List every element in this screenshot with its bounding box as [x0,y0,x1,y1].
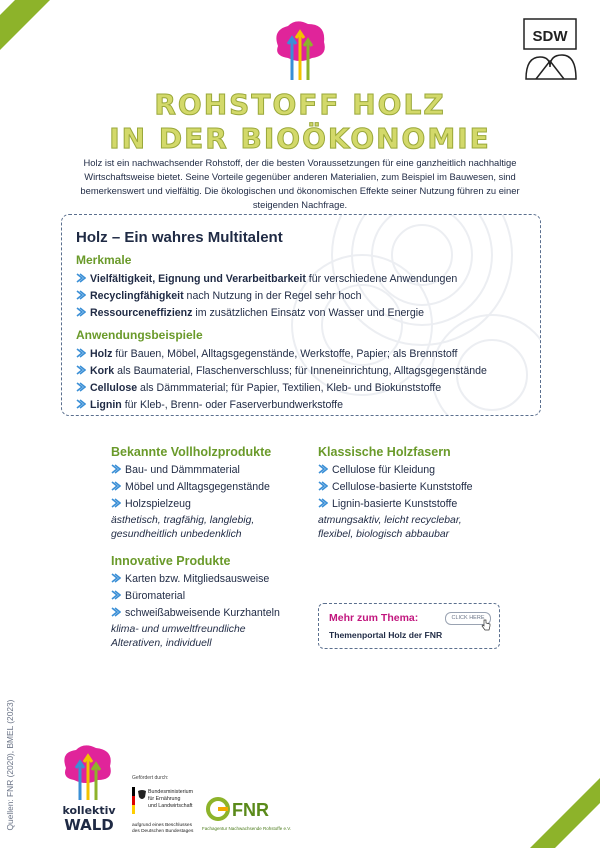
holzfasern-item: Lignin-basierte Kunststoffe [318,498,457,510]
merkmal-item: Recyclingfähigkeit nach Nutzung in der Regel sehr hoch [76,290,361,302]
arrow-icon [111,607,121,617]
vollholz-heading: Bekannte Vollholzprodukte [111,445,272,459]
arrow-icon [76,290,86,300]
arrow-icon [111,464,121,474]
holzfasern-item: Cellulose-basierte Kunststoffe [318,481,473,493]
arrow-icon [76,307,86,317]
click-here-button[interactable]: CLICK HERE [445,612,491,625]
sources-note: Quellen: FNR (2020), BMEL (2023) [5,699,15,831]
arrow-icon [76,273,86,283]
kollektiv-wald-logo [58,744,120,836]
arrow-icon [318,464,328,474]
title-line-2: IN DER BIOÖKONOMIE [109,122,491,155]
fnr-label: FNR [232,800,269,820]
merkmal-item: Vielfältigkeit, Eignung und Verarbeitbarkeit für verschiedene Anwendungen [76,273,457,285]
arrow-icon [111,590,121,600]
corner-decoration-bottom-right [510,758,600,848]
arrow-icon [111,498,121,508]
anwendung-heading: Anwendungsbeispiele [76,328,203,342]
more-info-box[interactable] [318,603,500,649]
tree-logo-icon [272,20,328,82]
more-title: Mehr zum Thema: [329,612,419,624]
arrow-icon [111,573,121,583]
fnr-logo [206,796,276,822]
vollholz-note: ästhetisch, tragfähig, langlebig, gesundheitlich unbedenklich [111,515,255,540]
sdw-logo [522,17,578,83]
ministry-name: Bundesministerium für Ernährung und Landwirtschaft [148,789,194,809]
merkmale-heading: Merkmale [76,253,132,267]
holzfasern-note: atmungsaktiv, leicht recyclebar, flexibel, biologisch abbaubar [318,515,462,540]
hand-cursor-icon [481,619,491,631]
ministry-note: aufgrund eines Beschlusses des Deutschen Bundestages [132,823,194,834]
arrow-icon [318,498,328,508]
vollholz-item: Bau- und Dämmmaterial [111,464,240,476]
arrow-icon [318,481,328,491]
arrow-icon [76,365,86,375]
innovativ-item: schweißabweisende Kurzhanteln [111,607,280,619]
holzfasern-heading: Klassische Holzfasern [318,445,451,459]
anwendung-item: Cellulose als Dämmmaterial; für Papier, Textilien, Kleb- und Biokunststoffe [76,382,441,394]
arrow-icon [111,481,121,491]
logo-text-wald: WALD [64,816,114,834]
innovativ-note: klima- und umweltfreundliche Alterativen, individuell [111,624,246,649]
innovativ-item: Büromaterial [111,590,185,602]
page-title [0,88,600,156]
sdw-label: SDW [532,28,568,45]
box-title: Holz – Ein wahres Multitalent [76,229,283,246]
corner-decoration-top-left [0,0,80,80]
arrow-icon [76,382,86,392]
vollholz-item: Holzspielzeug [111,498,191,510]
anwendung-item: Holz für Bauen, Möbel, Alltagsgegenstände, Werkstoffe, Papier; als Brennstoff [76,348,457,360]
vollholz-item: Möbel und Alltagsgegenstände [111,481,270,493]
arrow-icon [76,399,86,409]
fnr-subtitle: Fachagentur Nachwachsende Rohstoffe e.V. [202,826,292,831]
multitalent-box [61,214,541,416]
anwendung-item: Lignin für Kleb-, Brenn- oder Faserverbundwerkstoffe [76,399,343,411]
anwendung-item: Kork als Baumaterial, Flaschenverschluss; für Inneneinrichtung, Alltagsgegenstände [76,365,487,377]
holzfasern-item: Cellulose für Kleidung [318,464,435,476]
title-line-1: ROHSTOFF HOLZ [154,88,446,121]
themenportal-link[interactable]: Themenportal Holz der FNR [329,630,443,640]
logo-text-kollektiv: kollektiv [62,804,116,817]
merkmal-item: Ressourceneffizienz im zusätzlichen Einsatz von Wasser und Energie [76,307,424,319]
innovativ-heading: Innovative Produkte [111,554,231,568]
funded-by-label: Gefördert durch: [132,775,169,781]
intro-paragraph: Holz ist ein nachwachsender Rohstoff, der die besten Voraussetzungen für eine ganzheitlich nachhaltige Wirtschaftsweise bietet. Seine Vorteile gegenüber anderen Materialien, zum Beispiel im Bauwesen, sind bemerkenswert und vielfältig. Die ökologischen und ökonomischen Effekte seiner Nutzung führen zu einer steigenden Nachfrage. [80,157,520,210]
arrow-icon [76,348,86,358]
innovativ-item: Karten bzw. Mitgliedsausweise [111,573,269,585]
